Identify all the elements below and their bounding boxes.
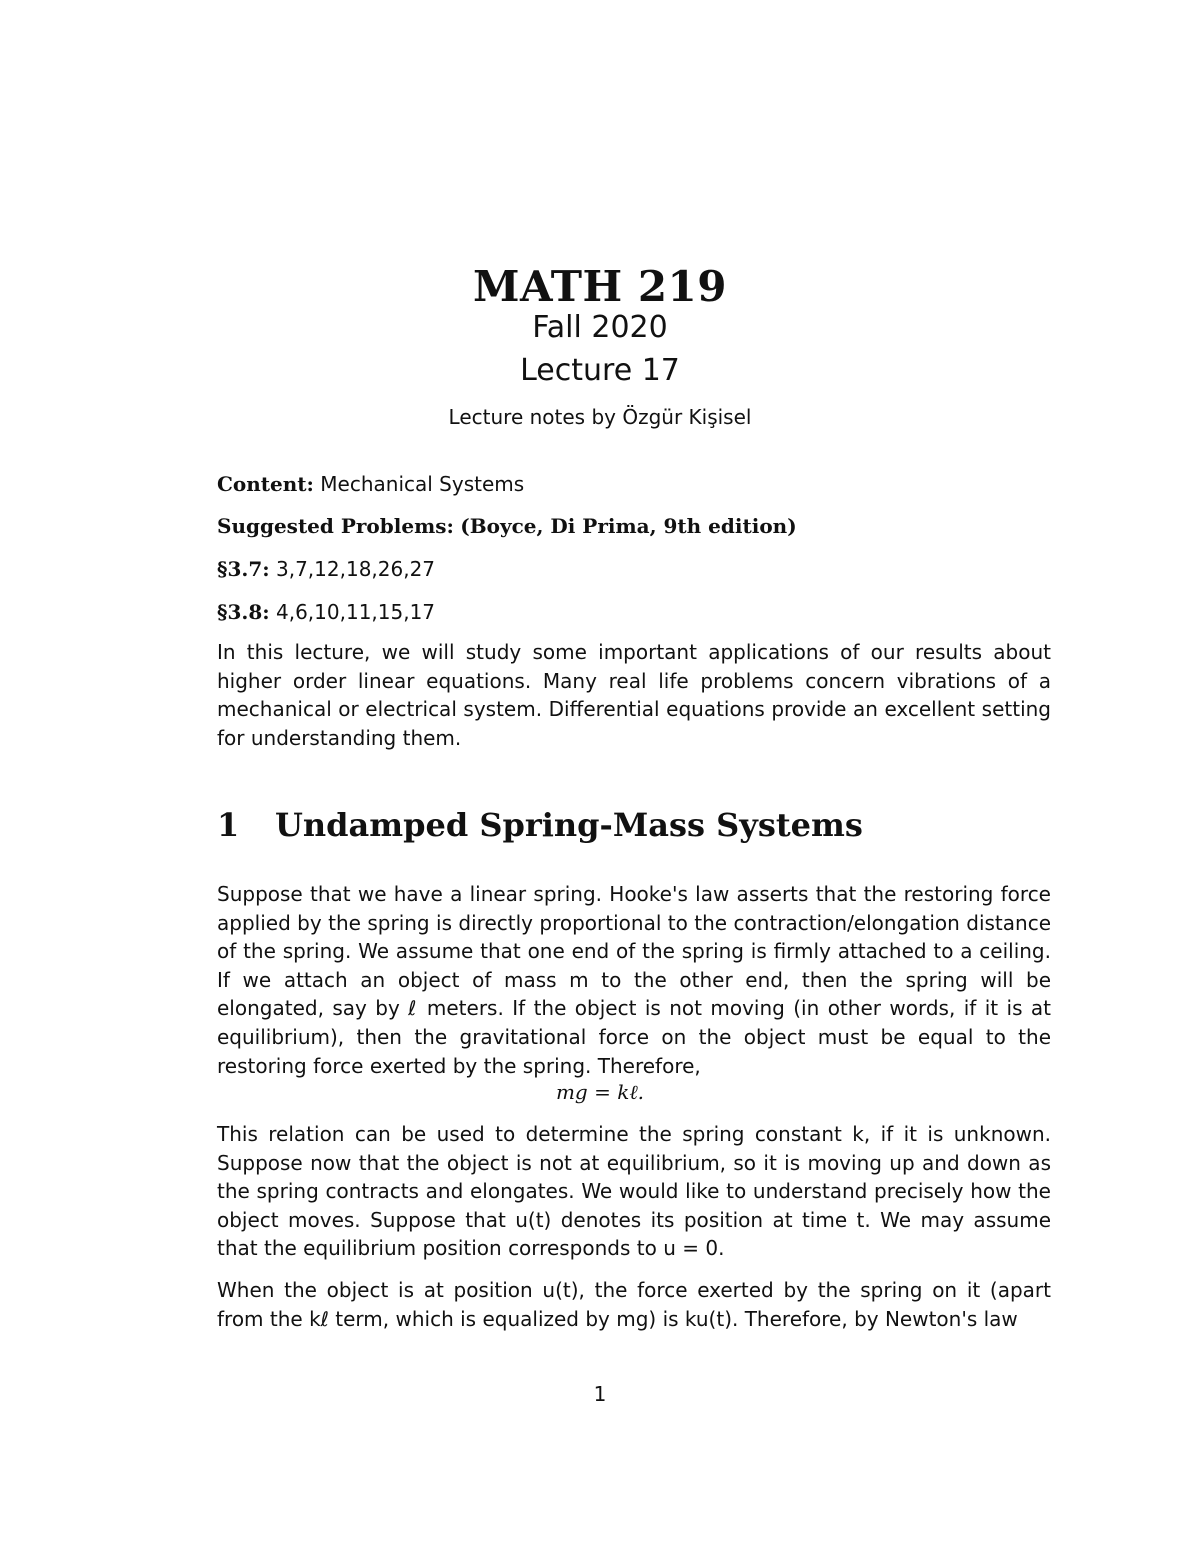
term-subtitle: Fall 2020 [532,310,668,345]
paragraph-hookes-law: Suppose that we have a linear spring. Hooke's law asserts that the restoring force applied by the spring is directly proportional to the contraction/elongation distance of the spring. We assume that one end of the spring is firmly attached to a ceiling. If we attach an object of mass m to the other end, then the spring will be elongated, say by ℓ meters. If the object is not moving (in other words, if it is at equilibrium), then the gravitational force on the object must be equal to the restoring force exerted by the spring. Therefore, [217,882,1051,1078]
course-title: MATH 219 [472,262,727,311]
content-line [217,470,524,498]
equation-mg-kl: mg = kℓ. [555,1080,645,1104]
s37-value: 3,7,12,18,26,27 [276,557,436,581]
problems-value: (Boyce, Di Prima, 9th edition) [460,514,797,538]
s38-value: 4,6,10,11,15,17 [276,600,436,624]
section-3-8-problems [217,598,435,626]
paragraph-spring-constant: This relation can be used to determine the spring constant k, if it is unknown. Suppose now that the object is not at equilibrium, so it is moving up and down as the spring contracts and elongates. We would like to understand precisely how the object moves. Suppose that u(t) denotes its position at time t. We may assume that the equilibrium position corresponds to u = 0. [217,1122,1051,1261]
paragraph-newtons-law: When the object is at position u(t), the force exerted by the spring on it (apart from the kℓ term, which is equalized by mg) is ku(t). Therefore, by Newton's law [217,1278,1051,1331]
section-heading [217,806,863,844]
page-number: 1 [593,1382,607,1406]
section-title: Undamped Spring-Mass Systems [275,806,863,844]
content-label: Content: [217,472,314,496]
s37-label: §3.7: [217,557,270,581]
author-line: Lecture notes by Özgür Kişisel [448,405,752,429]
lecture-subtitle: Lecture 17 [520,353,680,388]
intro-paragraph: In this lecture, we will study some important applications of our results about higher order linear equations. Many real life problems concern vibrations of a mechanical or electrical system. Differential equations provide an excellent setting for understanding them. [217,640,1051,750]
problems-label: Suggested Problems: [217,514,454,538]
section-3-7-problems [217,555,435,583]
s38-label: §3.8: [217,600,270,624]
suggested-problems-line [217,512,797,540]
section-number: 1 [217,806,240,844]
content-value: Mechanical Systems [320,472,525,496]
